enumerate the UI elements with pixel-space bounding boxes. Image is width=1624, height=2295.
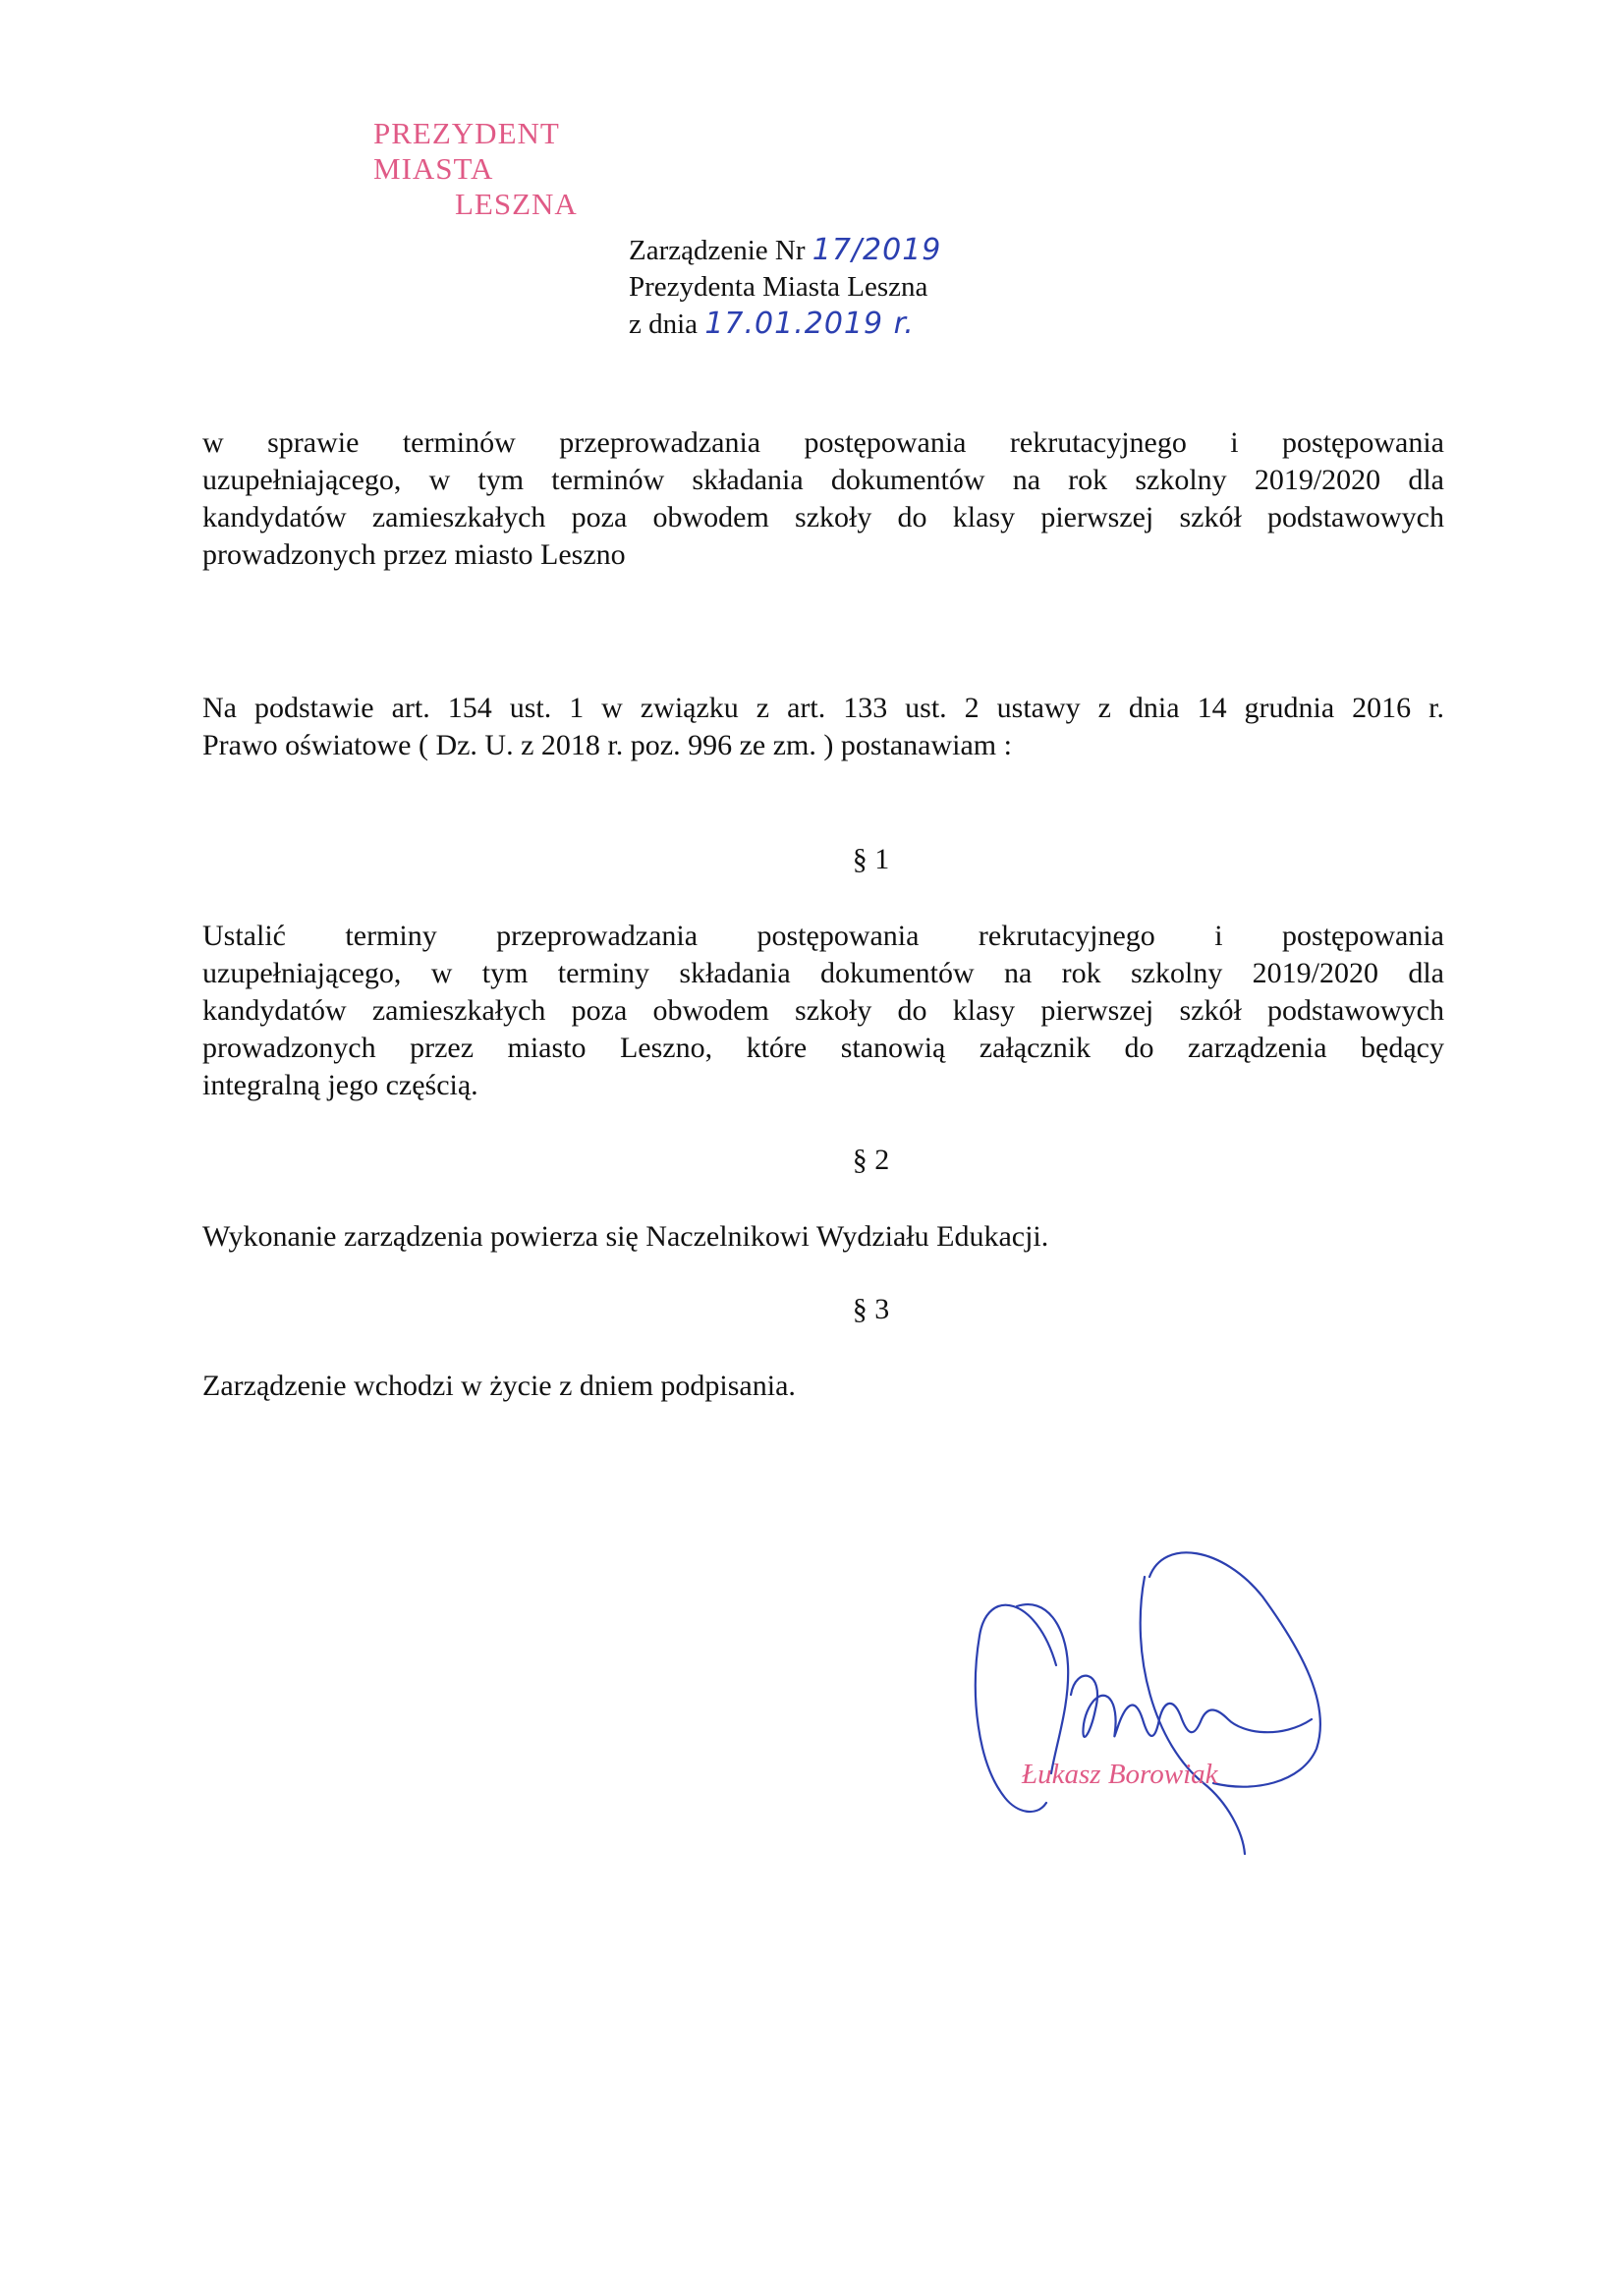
legal-basis-paragraph [202, 690, 1444, 764]
subject-line: prowadzonych przez miasto Leszno [202, 538, 626, 571]
handwritten-signature [958, 1538, 1351, 1862]
section-1-text [202, 918, 1444, 1104]
signatory-name-stamp: Łukasz Borowiak [1022, 1759, 1218, 1790]
section-1-line: uzupełniającego, w tym terminy składania dokumentów na rok szkolny 2019/2020 dla [202, 957, 1444, 989]
handwritten-date: 17.01.2019 r. [704, 307, 915, 341]
handwritten-number: 17/2019 [812, 233, 942, 267]
date-prefix: z dnia [629, 308, 699, 340]
official-stamp [373, 116, 688, 222]
header-title-row [629, 232, 941, 269]
section-1-line: Ustalić terminy przeprowadzania postępowania rekrutacyjnego i postępowania [202, 920, 1444, 952]
section-3-mark: § 3 [852, 1293, 890, 1325]
section-2-mark: § 2 [852, 1144, 890, 1176]
legal-basis-line: Na podstawie art. 154 ust. 1 w związku z art. 133 ust. 2 ustawy z dnia 14 grudnia 2016 r. [202, 692, 1444, 724]
stamp-line-1: PREZYDENT MIASTA [373, 116, 560, 186]
document-header [629, 232, 941, 343]
section-1-line: integralną jego częścią. [202, 1069, 478, 1101]
section-1-mark: § 1 [852, 843, 890, 875]
section-3-text: Zarządzenie wchodzi w życie z dniem podpisania. [202, 1370, 796, 1402]
section-2-text: Wykonanie zarządzenia powierza się Naczelnikowi Wydziału Edukacji. [202, 1220, 1049, 1253]
section-1-line: kandydatów zamieszkałych poza obwodem szkoły do klasy pierwszej szkół podstawowych [202, 994, 1444, 1027]
subject-line: kandydatów zamieszkałych poza obwodem szkoły do klasy pierwszej szkół podstawowych [202, 501, 1444, 533]
title-prefix: Zarządzenie Nr [629, 235, 806, 266]
subject-line: uzupełniającego, w tym terminów składania dokumentów na rok szkolny 2019/2020 dla [202, 464, 1444, 496]
stamp-line-2: LESZNA [455, 187, 578, 221]
issuer: Prezydenta Miasta Leszna [629, 271, 928, 303]
header-date-row [629, 306, 941, 343]
subject-line: w sprawie terminów przeprowadzania postępowania rekrutacyjnego i postępowania [202, 426, 1444, 459]
legal-basis-line: Prawo oświatowe ( Dz. U. z 2018 r. poz. 996 ze zm. ) postanawiam : [202, 729, 1012, 761]
subject-paragraph [202, 424, 1444, 574]
section-1-line: prowadzonych przez miasto Leszno, które stanowią załącznik do zarządzenia będący [202, 1032, 1444, 1064]
